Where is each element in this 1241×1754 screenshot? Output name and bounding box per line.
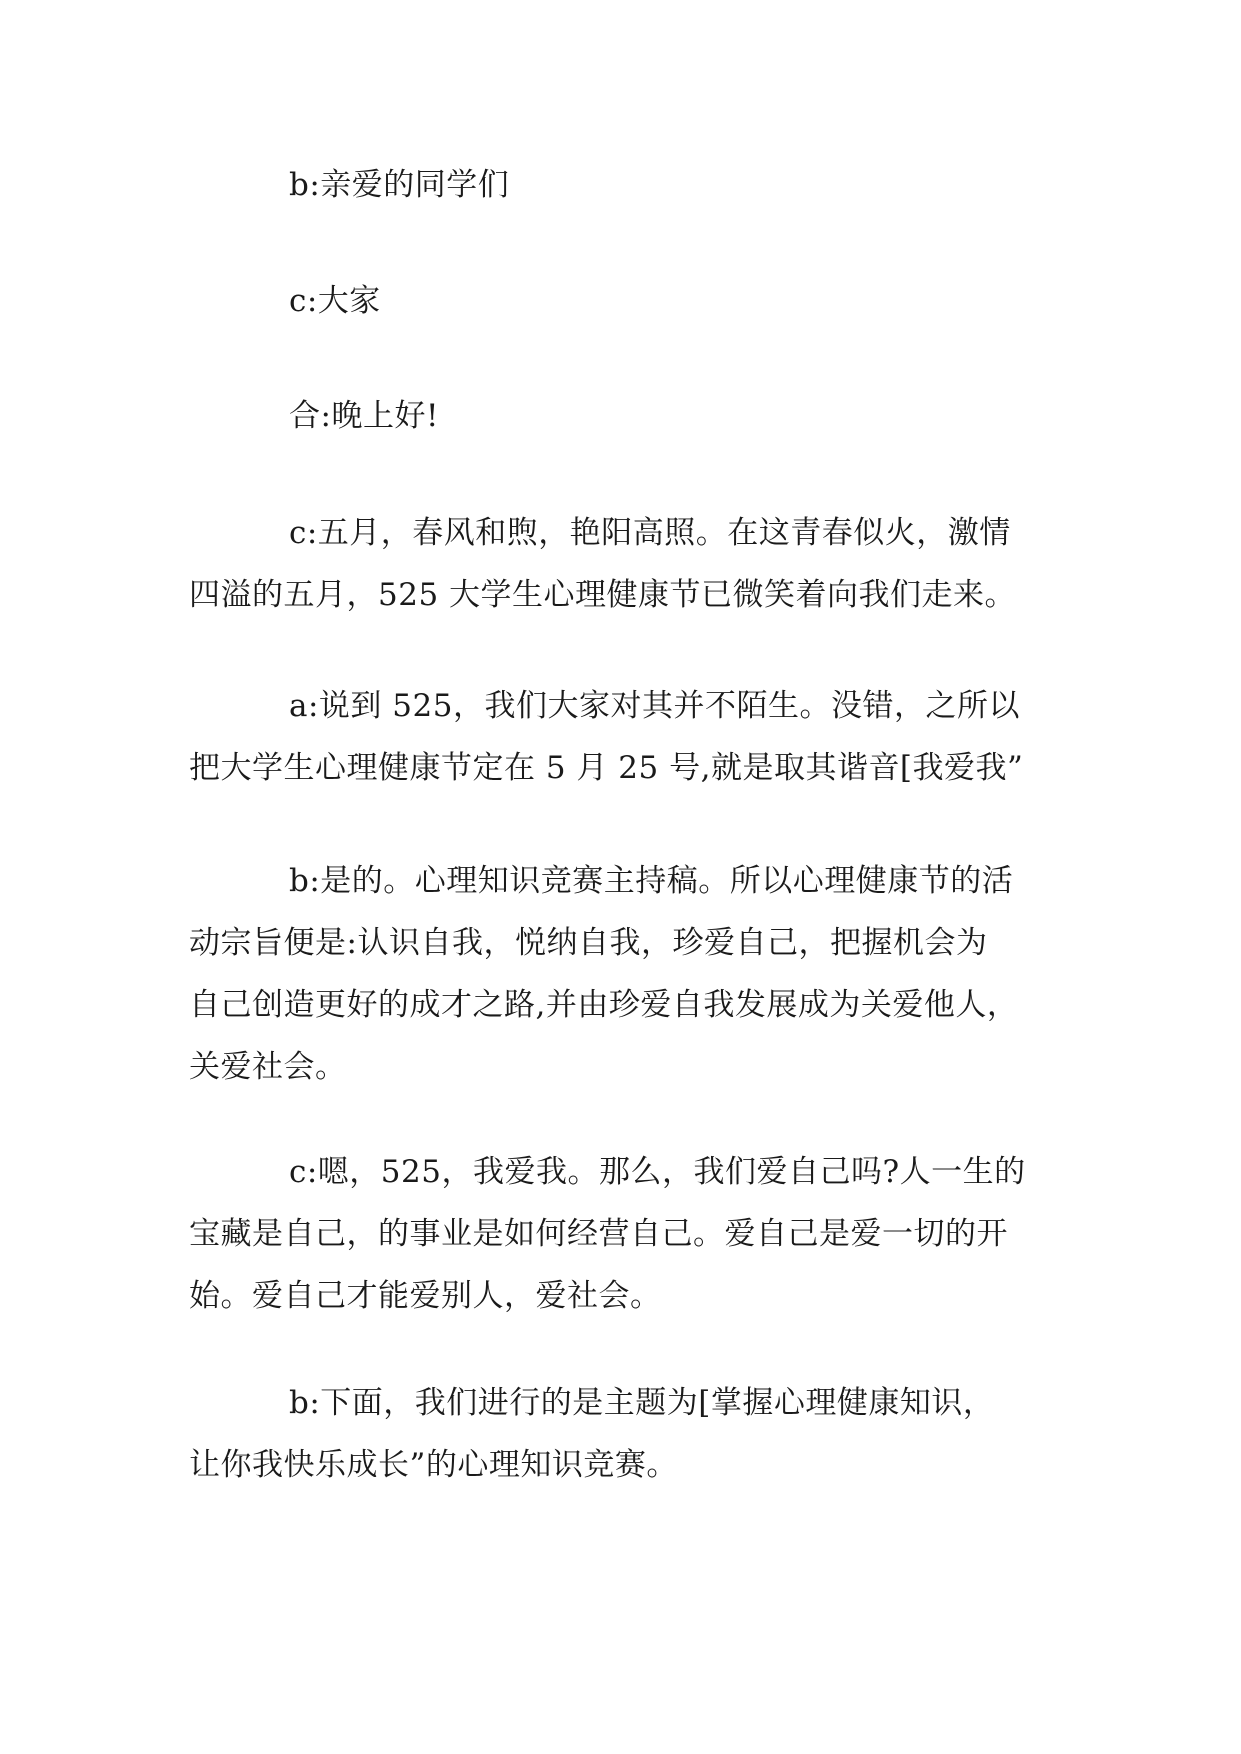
paragraph-line: 让你我快乐成长”的心理知识竞赛。	[189, 1447, 678, 1483]
paragraph-line: 四溢的五月，525 大学生心理健康节已微笑着向我们走来。	[189, 577, 1017, 613]
paragraph-may-intro	[189, 502, 1057, 626]
paragraph-competition-theme	[189, 1372, 1057, 1496]
paragraph-line: b:下面，我们进行的是主题为[掌握心理健康知识，	[289, 1385, 995, 1421]
paragraph-greeting-together	[189, 385, 1057, 447]
paragraph-line: 关爱社会。	[189, 1049, 347, 1085]
paragraph-greeting-c	[189, 270, 1057, 332]
paragraph-line: 自己创造更好的成才之路,并由珍爱自我发展成为关爱他人，	[189, 987, 1019, 1023]
paragraph-line: 把大学生心理健康节定在 5 月 25 号,就是取其谐音[我爱我”	[189, 750, 1024, 786]
paragraph-line: b:亲爱的同学们	[289, 167, 510, 203]
paragraph-purpose	[189, 850, 1057, 1098]
paragraph-line: 宝藏是自己，的事业是如何经营自己。爱自己是爱一切的开	[189, 1216, 1008, 1252]
paragraph-line: 合:晚上好!	[289, 398, 439, 434]
paragraph-line: c:嗯，525，我爱我。那么，我们爱自己吗?人一生的	[289, 1154, 1026, 1190]
paragraph-line: 动宗旨便是:认识自我，悦纳自我，珍爱自己，把握机会为	[189, 925, 988, 961]
paragraph-line: c:大家	[289, 283, 381, 319]
paragraph-line: 始。爱自己才能爱别人，爱社会。	[189, 1278, 662, 1314]
paragraph-line: c:五月，春风和煦，艳阳高照。在这青春似火，激情	[289, 515, 1011, 551]
paragraph-line: b:是的。心理知识竞赛主持稿。所以心理健康节的活	[289, 863, 1014, 899]
paragraph-line: a:说到 525，我们大家对其并不陌生。没错，之所以	[289, 688, 1020, 724]
paragraph-525-meaning	[189, 675, 1057, 799]
paragraph-love-yourself	[189, 1141, 1057, 1327]
paragraph-greeting-b	[189, 154, 1057, 216]
